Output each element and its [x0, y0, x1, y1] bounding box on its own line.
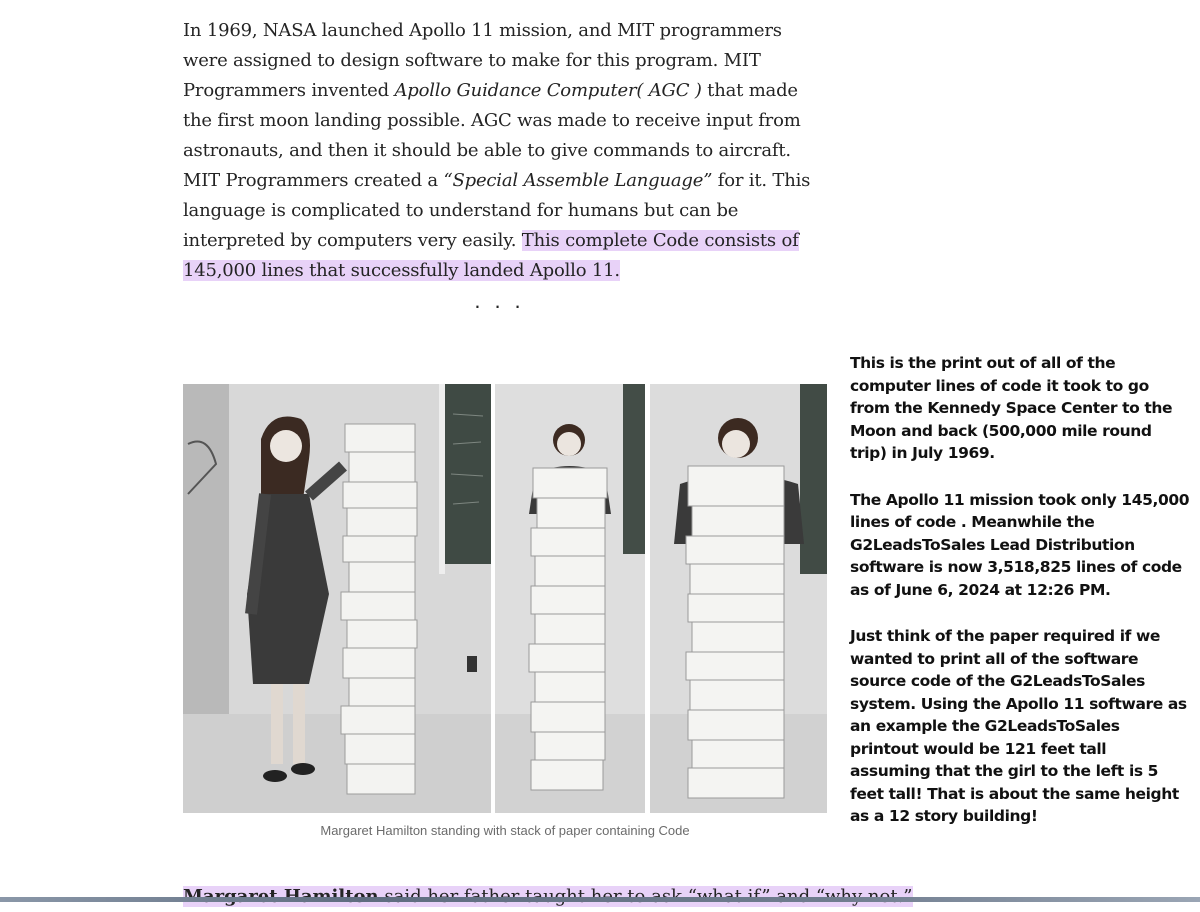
agc-term: Apollo Guidance Computer( AGC )	[394, 80, 702, 101]
photo-panel-left	[183, 384, 491, 813]
annotation-paragraph-1: This is the print out of all of the computer lines of code it took to go from the Kennedy Space Center to the Moon and back (500,000 mile round trip) in July 1969.	[850, 354, 1173, 462]
annotation-paragraph-3: Just think of the paper required if we wanted to print all of the software source code of the G2LeadsToSales system. Using the Apollo 11 software as an example the G2LeadsToSales printout would be 121 feet tall assuming that the girl to the left is 5 feet tall! That is about the same height as a 12 story building!	[850, 627, 1187, 825]
language-term: “Special Assemble Language”	[443, 170, 713, 191]
article-body	[183, 16, 823, 286]
photo-panel-center	[495, 384, 645, 813]
paragraph-text: that made the first moon landing possible. AGC was made to receive input from astronauts, and then it should be able to give commands to aircraft. MIT Programmers created a	[183, 80, 801, 191]
annotation-paragraph-2: The Apollo 11 mission took only 145,000 lines of code . Meanwhile the G2LeadsToSales Lead Distribution software is now 3,518,825 lines of code as of June 6, 2024 at 12:26 PM.	[850, 490, 1190, 599]
figure-caption: Margaret Hamilton standing with stack of paper containing Code	[320, 823, 690, 838]
paragraph-text: In 1969, NASA launched Apollo 11 mission, and MIT programmers were assigned to design software to make for this program. MIT Programmers invented	[183, 20, 782, 101]
next-paragraph	[183, 882, 843, 898]
photo-panel-right	[650, 384, 827, 813]
taskbar-edge	[0, 897, 1200, 902]
intro-paragraph	[183, 16, 823, 286]
hamilton-photo-collage	[183, 384, 827, 813]
section-separator: ...	[474, 288, 535, 313]
highlighted-text[interactable]: This complete Code consists of 145,000 lines that successfully landed Apollo 11.	[183, 230, 799, 281]
paragraph-text: for it. This language is complicated to understand for humans but can be interpreted by computers very easily.	[183, 170, 811, 251]
annotation-text-block	[850, 352, 1190, 852]
